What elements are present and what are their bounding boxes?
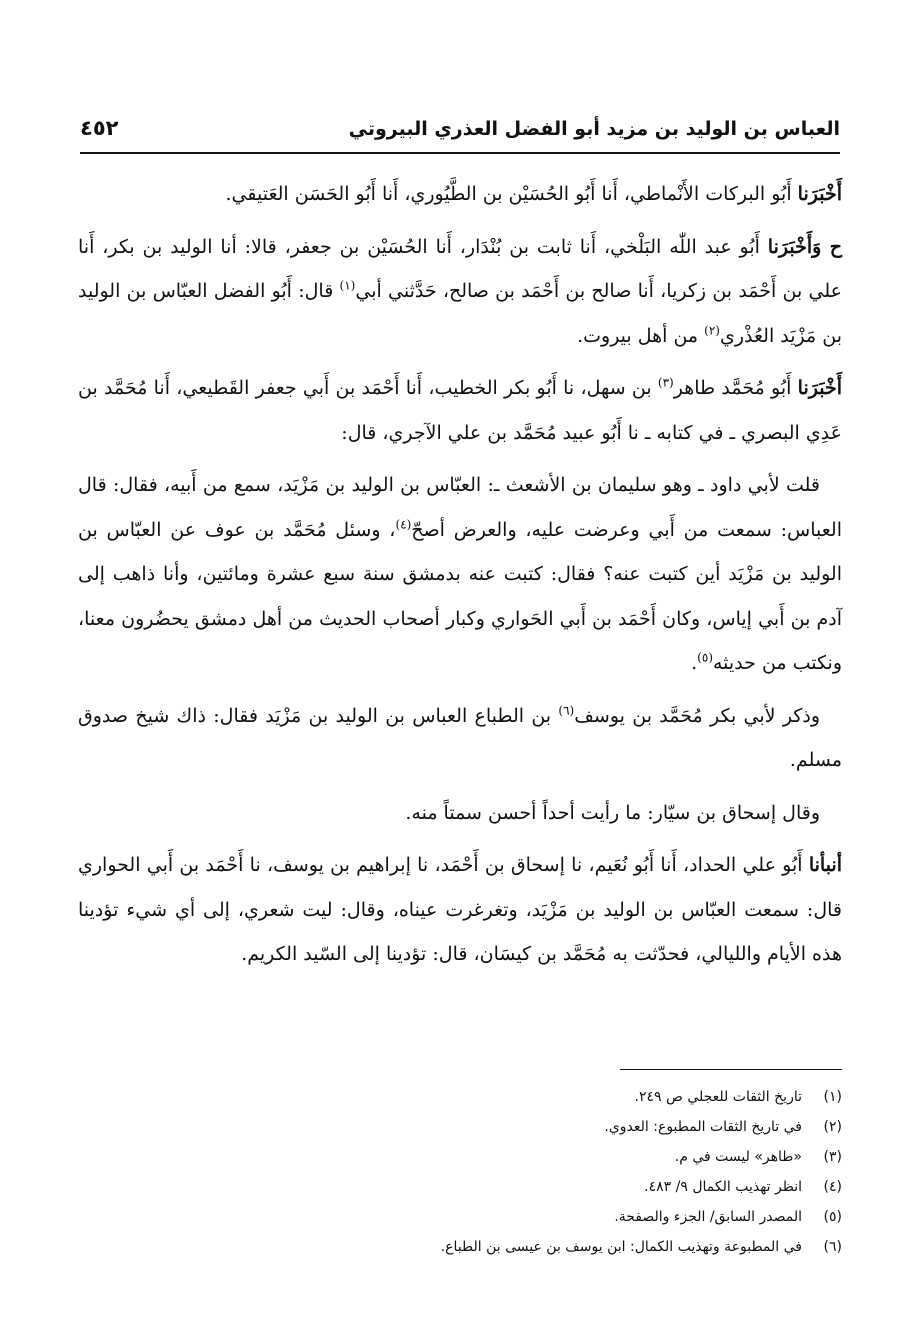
footnote-number: (٣)	[823, 1149, 842, 1165]
footnote-text: في المطبوعة وتهذيب الكمال: ابن يوسف بن عيسى بن الطباع.	[440, 1239, 802, 1255]
footnote-ref[interactable]: (٦)	[558, 703, 575, 718]
footnote-number: (٤)	[823, 1179, 842, 1195]
paragraph-text: وقال إسحاق بن سيّار: ما رأيت أحداً أحسن سمتاً منه.	[405, 801, 820, 824]
paragraph-7	[78, 843, 842, 977]
footnote-text: انظر تهذيب الكمال ٩/ ٤٨٣.	[644, 1179, 802, 1195]
footnote-text: في تاريخ الثقات المطبوع: العدوي.	[604, 1119, 802, 1135]
paragraph-lead: أنبأنا	[808, 854, 842, 876]
footnote-item	[300, 1112, 842, 1142]
paragraph-text: أَبُو مُحَمَّد طاهر	[673, 377, 798, 399]
paragraph-lead: ح وَأَخْبَرَنا	[767, 235, 843, 258]
footnote-item	[300, 1082, 842, 1112]
footnote-ref[interactable]: (٤)	[395, 517, 412, 532]
footnote-number: (٥)	[823, 1209, 842, 1225]
footnote-text: «طاهر» ليست في م.	[674, 1149, 802, 1165]
page-number: ٤٥٢	[80, 116, 119, 140]
paragraph-lead: أَخْبَرَنا	[797, 183, 842, 205]
paragraph-text: أَبُو علي الحداد، أَنا أَبُو نُعَيم، نا إسحاق بن أَحْمَد، نا إبراهيم بن يوسف، نا أَحْمَد بن أَبي الحواري قال: سمعت العبّاس بن الوليد بن مَزْيَد، وتغرغرت عيناه، وقال: ليت شعري، إلى أي شيء تؤدينا هذه الأيام والليالي، فحدّثت به مُحَمَّد بن كيسَان، قال: تؤدينا إلى السّيد الكريم.	[78, 854, 842, 965]
paragraph-3	[78, 366, 842, 455]
footnotes	[300, 1082, 842, 1262]
paragraph-5	[78, 694, 842, 783]
footnote-item	[300, 1202, 842, 1232]
footnote-ref[interactable]: (٢)	[704, 323, 720, 338]
footnote-item	[300, 1142, 842, 1172]
footnote-item	[300, 1172, 842, 1202]
paragraph-text: بن الطباع العباس بن الوليد بن مَزْيَد فقال: ذاك شيخ صدوق مسلم.	[78, 704, 842, 771]
paragraph-text: ، وسئل مُحَمَّد بن عوف عن العبّاس بن الوليد بن مَزْيَد أين كتبت عنه؟ فقال: كتبت عنه بدمشق سنة سبع عشرة ومائتين، وأنا ذاهب إلى آدم بن أَبي إياس، وكان أَحْمَد بن أَبي الحَواري وكبار أصحاب الحديث من أهل دمشق يحضُرون معنا، ونكتب من حديثه	[78, 518, 842, 674]
footnote-ref[interactable]: (٣)	[657, 375, 674, 390]
paragraph-1	[78, 172, 842, 217]
footnote-ref[interactable]: (٥)	[697, 650, 713, 665]
footnote-ref[interactable]: (١)	[339, 278, 356, 293]
footnote-text: المصدر السابق/ الجزء والصفحة.	[614, 1209, 802, 1225]
paragraph-2	[78, 225, 842, 359]
footnote-number: (١)	[823, 1089, 842, 1105]
paragraph-text: أَبُو البركات الأَنْماطي، أَنا أَبُو الحُسَيْن بن الطَّيُوري، أَنا أَبُو الحَسَن العَتيقي.	[225, 183, 798, 205]
paragraph-text: قلت لأبي داود ـ وهو سليمان بن الأشعث ـ: العبّاس بن الوليد بن مَزْيَد، سمع من أَبيه، فقال: قال العباس: سمعت من أَبي وعرضت عليه، والعرض أصحّ	[78, 474, 842, 541]
paragraph-text: .	[691, 652, 698, 674]
paragraph-lead: أَخْبَرَنا	[797, 377, 842, 399]
paragraph-text: وذكر لأبي بكر مُحَمَّد بن يوسف	[574, 704, 820, 727]
footnote-divider	[620, 1069, 842, 1070]
header-title: العباس بن الوليد بن مزيد أبو الفضل العذري البيروتي	[348, 118, 840, 140]
paragraph-text: أَبُو عبد اللّٰه البَلْخي، أَنا ثابت بن بُنْدَار، أَنا الحُسَيْن بن جعفر، قالا: أنا الوليد بن بكر، أَنا علي بن أَحْمَد بن زكريا، أَنا صالح بن أَحْمَد بن صالح، حَدَّثني أبي	[78, 235, 842, 302]
paragraph-6	[78, 791, 842, 836]
paragraph-text: قال: أَبُو الفضل العبّاس بن الوليد بن مَزْيَد العُذْري	[78, 280, 842, 347]
paragraph-text: بن سهل، نا أَبُو بكر الخطيب، أَنا أَحْمَد بن أَبي جعفر القَطيعي، أَنا مُحَمَّد بن عَدِي البصري ـ في كتابه ـ نا أَبُو عبيد مُحَمَّد بن علي الآجري، قال:	[78, 377, 842, 444]
paragraph-text: من أهل بيروت.	[577, 324, 705, 347]
footnote-text: تاريخ الثقات للعجلي ص ٢٤٩.	[634, 1089, 802, 1105]
footnote-number: (٦)	[823, 1239, 842, 1255]
footnote-item	[300, 1232, 842, 1262]
running-header	[80, 112, 840, 154]
footnote-number: (٢)	[823, 1119, 842, 1135]
paragraph-4	[78, 463, 842, 686]
main-text	[78, 172, 842, 985]
